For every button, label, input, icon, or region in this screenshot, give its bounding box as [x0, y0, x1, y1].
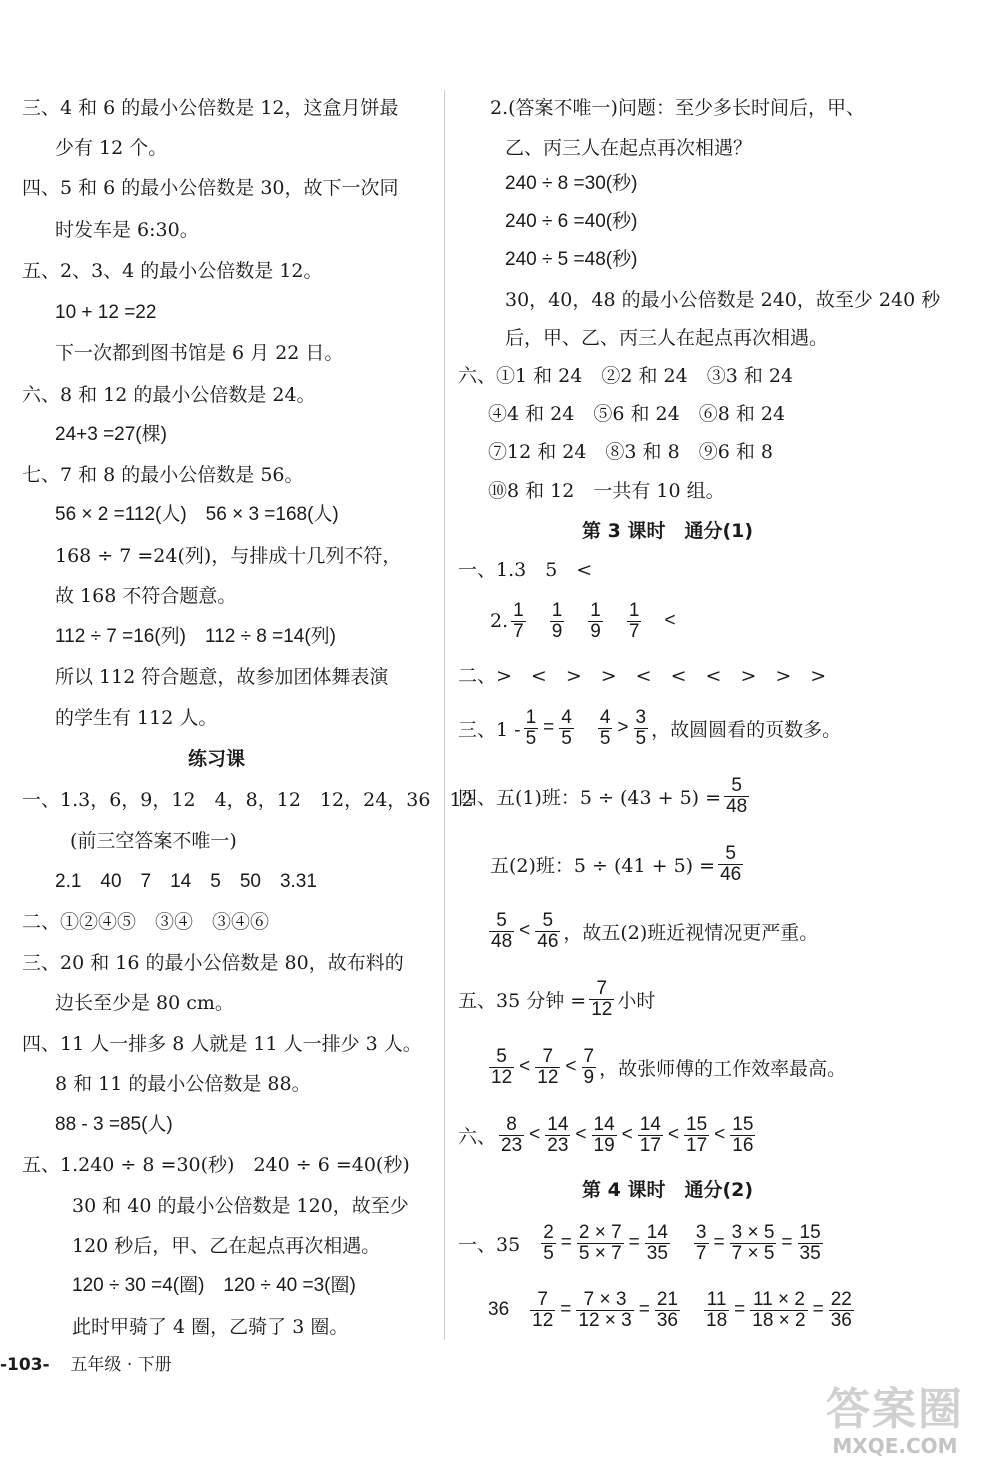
book-label: 五年级 · 下册: [70, 1355, 172, 1375]
fraction: $\frac{14}{35}$: [646, 1221, 668, 1264]
left-line: 56 × 2 =112(人) 56 × 3 =168(人): [55, 504, 339, 525]
left-line: 七、7 和 8 的最小公倍数是 56。: [22, 464, 304, 486]
left-line: 88 - 3 =85(人): [55, 1114, 173, 1135]
row-suffix: ，故张师傅的工作效率最高。: [599, 1057, 847, 1080]
row-prefix: 六、: [458, 1125, 497, 1148]
fraction-row-q4c: $\frac{5}{48}$ < $\frac{5}{46}$ ，故五(2)班近视情况更严重。: [491, 909, 819, 952]
fraction: $\frac{15}{35}$: [799, 1221, 821, 1264]
left-line: 故 168 不符合题意。: [55, 585, 237, 607]
row-prefix: 36: [488, 1299, 510, 1320]
fraction-row-q4a: [458, 770, 752, 822]
fraction: $\frac{7}{12}$: [537, 1045, 559, 1088]
left-line: 此时甲骑了 4 圈，乙骑了 3 圈。: [72, 1316, 349, 1338]
fraction: $\frac{7}{9}$: [583, 1045, 595, 1088]
right-line: 后，甲、乙、丙三人在起点再次相遇。: [505, 327, 829, 349]
fraction: $\frac{7}{12}$: [532, 1288, 554, 1331]
fraction: $\frac{5}{12}$: [491, 1045, 513, 1088]
left-line: 30 和 40 的最小公倍数是 120，故至少: [72, 1195, 409, 1217]
fraction: $\frac{15}{16}$: [732, 1113, 754, 1156]
fraction: $\frac{1}{7}$: [513, 599, 524, 642]
row-prefix: 五(2)班：5 ÷ (41 + 5) =: [490, 854, 716, 877]
right-line: 二、> < > > < < < > > >: [458, 665, 827, 687]
fraction: $\frac{8}{23}$: [501, 1113, 523, 1156]
left-line: 六、8 和 12 的最小公倍数是 24。: [22, 384, 316, 406]
page-number: -103-: [0, 1355, 50, 1375]
row-prefix: 五、35 分钟 =: [458, 989, 587, 1012]
fraction: $\frac{7}{12}$: [591, 977, 613, 1020]
right-line: 240 ÷ 6 =40(秒): [505, 211, 638, 232]
row-prefix: 四、五(1)班：5 ÷ (43 + 5) =: [458, 786, 722, 809]
fraction-row-q5a: [458, 973, 655, 1025]
fraction: $\frac{3}{5}$: [635, 706, 647, 749]
left-line: 8 和 11 的最小公倍数是 88。: [55, 1073, 311, 1095]
left-line: 三、4 和 6 的最小公倍数是 12，这盒月饼最: [22, 97, 399, 119]
row-suffix: 小时: [617, 989, 656, 1012]
fraction: $\frac{1}{9}$: [590, 599, 601, 642]
fraction: $\frac{22}{36}$: [830, 1288, 852, 1331]
fraction-row-t2: 36 $\frac{7}{12}$ = $\frac{7 \times 3}{12 \times 3}$ = $\frac{21}{36}$ $\frac{11}{18}$ = $\frac{11 \times 2}{18 \times 2}$ = $\frac{22}{36}$: [488, 1288, 852, 1331]
right-line: ④4 和 24 ⑤6 和 24 ⑥8 和 24: [488, 403, 786, 425]
left-line: 24+3 =27(棵): [55, 424, 167, 445]
fraction: $\frac{1}{9}$: [551, 599, 563, 642]
fraction: $\frac{4}{5}$: [599, 706, 611, 749]
left-line: 边长至少是 80 cm。: [55, 992, 234, 1014]
left-line: 三、20 和 16 的最小公倍数是 80，故布料的: [22, 952, 404, 974]
fraction: $\frac{14}{17}$: [639, 1113, 661, 1156]
fraction: $\frac{14}{23}$: [547, 1113, 569, 1156]
left-line: 的学生有 112 人。: [55, 707, 218, 729]
fraction-row-q3: 三、1 - $\frac{1}{5}$ = $\frac{4}{5}$ $\frac{4}{5}$ > $\frac{3}{5}$ ，故圆圆看的页数多。: [458, 706, 842, 749]
right-line: 乙、丙三人在起点再次相遇？: [505, 137, 753, 159]
fraction-row-q1-2: [490, 595, 678, 647]
left-line: 五、2、3、4 的最小公倍数是 12。: [22, 260, 323, 282]
section-title-practice: 练习课: [188, 748, 246, 770]
left-line: 120 ÷ 30 =4(圈) 120 ÷ 40 =3(圈): [72, 1275, 356, 1296]
column-divider: [444, 90, 445, 1340]
row-prefix: 2.: [490, 610, 509, 632]
row-suffix: ，故五(2)班近视情况更严重。: [563, 921, 819, 944]
fraction: $\frac{21}{36}$: [656, 1288, 678, 1331]
left-line: 五、1.240 ÷ 8 =30(秒) 240 ÷ 6 =40(秒): [22, 1154, 410, 1176]
fraction: $\frac{15}{17}$: [686, 1113, 708, 1156]
fraction: $\frac{4}{5}$: [561, 706, 572, 749]
right-line: 一、1.3 5 <: [458, 559, 593, 581]
fraction: $\frac{7 \times 3}{12 \times 3}$: [578, 1288, 632, 1331]
fraction-row-q4b: [490, 838, 746, 890]
left-line: 一、1.3，6，9，12 4，8，12 12，24，36 12: [22, 789, 474, 811]
fraction-row-t1: 一、35 $\frac{2}{5}$ = $\frac{2 \times 7}{5 \times 7}$ = $\frac{14}{35}$ $\frac{3}{7}$ = $\frac{3 \times 5}{7 \times 5}$ = $\frac{15}{35}$: [458, 1221, 821, 1264]
right-line: ⑦12 和 24 ⑧3 和 8 ⑨6 和 8: [488, 441, 773, 463]
left-line: 四、5 和 6 的最小公倍数是 30，故下一次同: [22, 177, 399, 199]
row-suffix: ，故圆圆看的页数多。: [651, 718, 842, 741]
left-line: 所以 112 符合题意，故参加团体舞表演: [55, 666, 389, 688]
section-title-lesson-3: 第 3 课时 通分(1): [582, 520, 754, 542]
right-line: ⑩8 和 12 一共有 10 组。: [488, 480, 725, 502]
left-line: 2.1 40 7 14 5 50 3.31: [55, 871, 317, 892]
right-line: 30，40，48 的最小公倍数是 240，故至少 240 秒: [505, 289, 941, 311]
left-line: 10 + 12 =22: [55, 302, 157, 323]
comparison-symbol: <: [664, 610, 676, 631]
watermark-text: 答案圈: [826, 1384, 964, 1435]
fraction: $\frac{5}{48}$: [491, 909, 513, 952]
left-line: 112 ÷ 7 =16(列) 112 ÷ 8 =14(列): [55, 626, 337, 647]
watermark-logo: [800, 1385, 990, 1465]
left-line: 二、①②④⑤ ③④ ③④⑥: [22, 911, 270, 933]
fraction: $\frac{11 \times 2}{18 \times 2}$: [752, 1288, 806, 1331]
watermark-url: MXQE.COM: [832, 1434, 958, 1458]
fraction: $\frac{5}{48}$: [726, 774, 748, 817]
section-title-lesson-4: 第 4 课时 通分(2): [582, 1179, 754, 1201]
row-prefix: 三、1 -: [458, 718, 521, 741]
fraction: $\frac{2}{5}$: [543, 1221, 554, 1264]
right-line: 六、①1 和 24 ②2 和 24 ③3 和 24: [458, 365, 794, 387]
row-prefix: 一、35: [458, 1233, 521, 1256]
right-line: 240 ÷ 5 =48(秒): [505, 249, 638, 270]
fraction-row-q6: 六、 $\frac{8}{23}$ < $\frac{14}{23}$ < $\frac{14}{19}$ < $\frac{14}{17}$ < $\frac{15}{17}$ < $\frac{15}{16}$: [458, 1113, 754, 1156]
fraction-row-q5b: $\frac{5}{12}$ < $\frac{7}{12}$ < $\frac{7}{9}$ ，故张师傅的工作效率最高。: [491, 1045, 847, 1088]
left-line: 下一次都到图书馆是 6 月 22 日。: [55, 342, 344, 364]
fraction: $\frac{11}{18}$: [706, 1288, 728, 1331]
fraction: $\frac{1}{5}$: [525, 706, 537, 749]
left-line: 168 ÷ 7 =24(列)，与排成十几列不符，: [55, 545, 402, 567]
left-line: 时发车是 6:30。: [55, 219, 199, 241]
left-line: 少有 12 个。: [55, 137, 168, 159]
fraction: $\frac{5}{46}$: [537, 909, 559, 952]
left-line: (前三空答案不唯一): [70, 830, 237, 852]
fraction: $\frac{2 \times 7}{5 \times 7}$: [578, 1221, 622, 1264]
fraction: $\frac{5}{46}$: [720, 842, 742, 885]
fraction: $\frac{3}{7}$: [695, 1221, 707, 1264]
page-footer: [0, 1350, 172, 1375]
fraction: $\frac{3 \times 5}{7 \times 5}$: [731, 1221, 775, 1264]
fraction: $\frac{14}{19}$: [593, 1113, 615, 1156]
right-line: 240 ÷ 8 =30(秒): [505, 173, 638, 194]
right-line: 2.(答案不唯一)问题：至少多长时间后，甲、: [490, 97, 865, 119]
fraction: $\frac{1}{7}$: [628, 599, 640, 642]
left-line: 四、11 人一排多 8 人就是 11 人一排少 3 人。: [22, 1033, 422, 1055]
left-line: 120 秒后，甲、乙在起点再次相遇。: [72, 1235, 381, 1257]
